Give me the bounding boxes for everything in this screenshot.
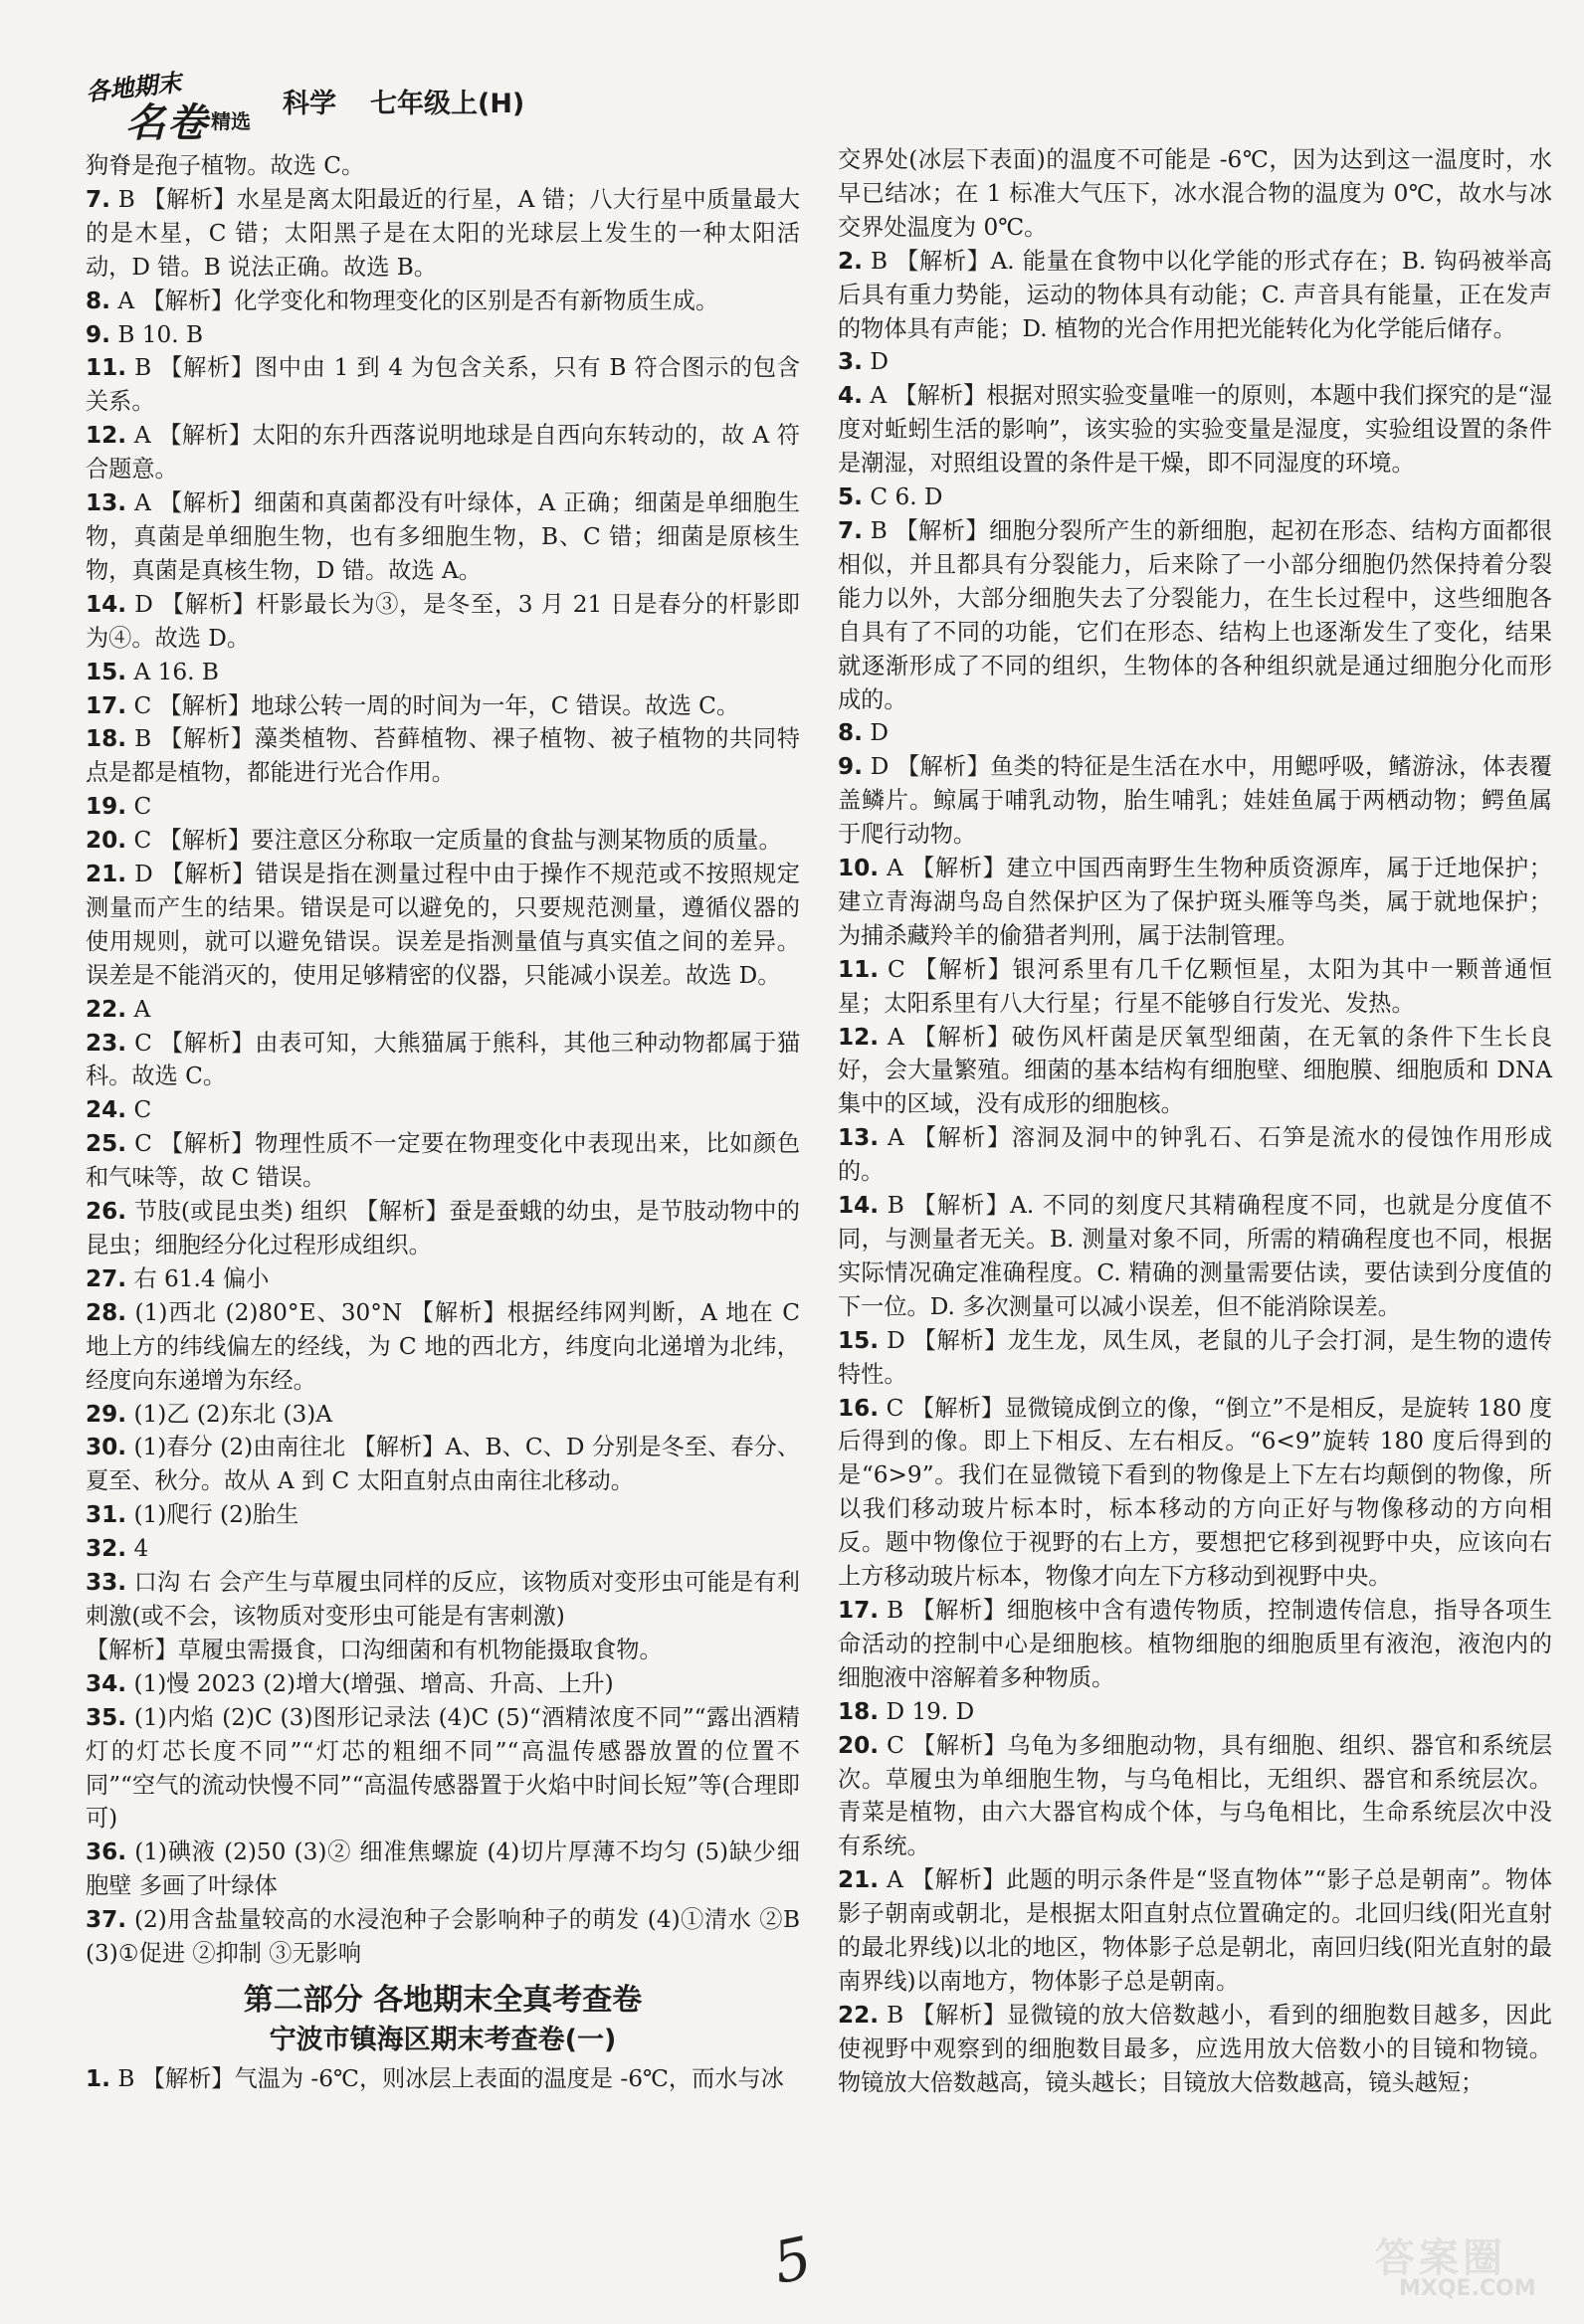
question-number: 20. bbox=[838, 1731, 880, 1759]
answer-item bbox=[86, 656, 800, 689]
answer-item bbox=[86, 1836, 800, 1903]
question-number: 12. bbox=[838, 1023, 880, 1051]
answer-text: (1)碘液 (2)50 (3)② 细准焦螺旋 (4)切片厚薄不均匀 (5)缺少细胞壁 多画了叶绿体 bbox=[86, 1839, 800, 1900]
answer-item bbox=[838, 953, 1552, 1021]
answer-text: B 【解析】A. 不同的刻度尺其精确程度不同，也就是分度值不同，与测量者无关。B. 测量对象不同，所需的精确程度也不同，根据实际情况确定准确程度。C. 精确的测量需要估读，要估读到分度值的下一位。D. 多次测量可以减小误差，但不能消除误差。 bbox=[838, 1192, 1552, 1320]
answer-text: A 【解析】建立中国西南野生生物种质资源库，属于迁地保护；建立青海湖鸟岛自然保护区为了保护斑头雁等鸟类，属于就地保护；为捕杀藏羚羊的偷猎者判刑，属于法制管理。 bbox=[838, 855, 1552, 949]
question-number: 18. bbox=[86, 725, 127, 753]
answer-text: D bbox=[870, 719, 889, 747]
question-number: 25. bbox=[86, 1130, 127, 1158]
question-number: 32. bbox=[86, 1535, 127, 1563]
question-number: 9. bbox=[86, 320, 110, 348]
answer-item bbox=[86, 858, 800, 993]
question-number: 18. bbox=[838, 1697, 880, 1725]
answer-item bbox=[86, 1093, 800, 1127]
question-number: 37. bbox=[86, 1906, 127, 1934]
answer-item bbox=[86, 2062, 800, 2096]
series-logo bbox=[85, 68, 265, 146]
answer-text: B 【解析】细胞核中含有遗传物质，控制遗传信息，指导各项生命活动的控制中心是细胞核。植物细胞的细胞质里有液泡，液泡内的细胞液中溶解着多种物质。 bbox=[838, 1596, 1552, 1691]
answer-text: D 【解析】错误是指在测量过程中由于操作不规范或不按照规定测量而产生的结果。错误是可以避免的，只要规范测量，遵循仪器的使用规则，就可以避免错误。误差是指测量值与真实值之间的差异。误差是不能消灭的，使用足够精密的仪器，只能减小误差。故选 D。 bbox=[86, 861, 800, 989]
answer-item bbox=[86, 588, 800, 656]
answer-item bbox=[838, 716, 1552, 750]
logo-line3: 精选 bbox=[211, 109, 251, 133]
answer-item bbox=[86, 1398, 800, 1432]
answer-text: 交界处(冰层下表面)的温度不可能是 -6℃，因为达到这一温度时，水早已结冰；在 1 标准大气压下，冰水混合物的温度为 0℃，故水与冰交界处温度为 0℃。 bbox=[838, 146, 1552, 241]
answer-item bbox=[86, 285, 800, 318]
answer-item bbox=[86, 1667, 800, 1701]
answer-text: B 10. B bbox=[117, 320, 204, 348]
question-number: 26. bbox=[86, 1198, 127, 1226]
subject-label: 科学 bbox=[283, 88, 336, 119]
answer-item bbox=[86, 486, 800, 588]
question-number: 22. bbox=[86, 995, 127, 1023]
answer-text: 4 bbox=[133, 1535, 149, 1563]
answer-item bbox=[838, 1729, 1552, 1864]
answer-text: A 【解析】细菌和真菌都没有叶绿体，A 正确；细菌是单细胞生物，真菌是单细胞生物，也有多细胞生物，B、C 错；细菌是原核生物，真菌是真核生物，D 错。故选 A。 bbox=[86, 489, 800, 584]
answer-item bbox=[86, 1195, 800, 1262]
answer-text: D 【解析】杆影最长为③，是冬至，3 月 21 日是春分的杆影即为④。故选 D。 bbox=[86, 590, 800, 652]
answer-item bbox=[86, 1498, 800, 1532]
answer-text: A bbox=[133, 995, 151, 1023]
answer-text: C bbox=[133, 1096, 152, 1124]
answer-text: C 6. D bbox=[870, 484, 943, 511]
answer-text: A 【解析】化学变化和物理变化的区别是否有新物质生成。 bbox=[117, 287, 719, 314]
answer-item bbox=[86, 149, 800, 183]
question-number: 20. bbox=[86, 827, 127, 855]
answer-item bbox=[838, 245, 1552, 346]
question-number: 11. bbox=[838, 955, 880, 983]
answer-text: A 【解析】溶洞及洞中的钟乳石、石笋是流水的侵蚀作用形成的。 bbox=[838, 1124, 1552, 1186]
page-header bbox=[85, 66, 525, 146]
question-number: 14. bbox=[86, 590, 127, 618]
question-number: 4. bbox=[838, 382, 863, 410]
question-number: 34. bbox=[86, 1669, 127, 1697]
answer-text: C bbox=[133, 793, 152, 821]
answer-item bbox=[86, 318, 800, 352]
answer-item bbox=[86, 1903, 800, 1971]
question-number: 3. bbox=[838, 348, 863, 376]
question-number: 21. bbox=[838, 1866, 880, 1894]
answer-item bbox=[86, 1431, 800, 1498]
question-number: 13. bbox=[838, 1124, 880, 1152]
answer-text: 节肢(或昆虫类) 组织 【解析】蚕是蚕蛾的幼虫，是节肢动物中的昆虫；细胞经分化过程形成组织。 bbox=[86, 1198, 800, 1259]
answer-text: B 【解析】水星是离太阳最近的行星，A 错；八大行星中质量最大的是木星，C 错；太阳黑子是在太阳的光球层上发生的一种太阳活动，D 错。B 说法正确。故选 B。 bbox=[86, 185, 801, 281]
question-number: 27. bbox=[86, 1264, 127, 1292]
answer-text: 狗脊是孢子植物。故选 C。 bbox=[86, 152, 365, 179]
answer-item bbox=[838, 1695, 1552, 1729]
answer-item bbox=[838, 1392, 1552, 1594]
exam-title: 宁波市镇海区期末考查卷(一) bbox=[269, 2024, 617, 2055]
question-number: 12. bbox=[86, 422, 127, 450]
answer-item bbox=[86, 1634, 800, 1667]
answer-item bbox=[86, 993, 800, 1027]
question-number: 8. bbox=[838, 719, 863, 747]
answer-text: A 【解析】此题的明示条件是“竖直物体”“影子总是朝南”。物体影子朝南或朝北，是根据太阳直射点位置确定的。北回归线(阳光直射的最北界线)以北的地区，物体影子总是朝北，南回归线(阳光直射的最南界线)以南地方，物体影子总是朝南。 bbox=[838, 1866, 1553, 1995]
answer-text: (2)用含盐量较高的水浸泡种子会影响种子的萌发 (4)①清水 ②B (3)①促进 ②抑制 ③无影响 bbox=[86, 1906, 801, 1968]
question-number: 13. bbox=[86, 489, 127, 517]
question-number: 2. bbox=[838, 247, 863, 275]
question-number: 5. bbox=[838, 484, 863, 511]
right-column bbox=[838, 143, 1552, 2100]
answer-text: D bbox=[870, 348, 889, 376]
answer-item bbox=[838, 379, 1552, 481]
question-number: 15. bbox=[86, 658, 127, 685]
question-number: 7. bbox=[838, 516, 863, 544]
answer-item bbox=[838, 750, 1552, 852]
answer-text: C 【解析】要注意区分称取一定质量的食盐与测某物质的质量。 bbox=[133, 827, 782, 855]
question-number: 14. bbox=[838, 1192, 880, 1220]
answer-text: (1)慢 2023 (2)增大(增强、增高、升高、上升) bbox=[133, 1669, 614, 1697]
answer-text: C 【解析】物理性质不一定要在物理变化中表现出来，比如颜色和气味等，故 C 错误。 bbox=[86, 1130, 800, 1192]
answer-text: C 【解析】银河系里有几千亿颗恒星，太阳为其中一颗普通恒星；太阳系里有八大行星；行星不能够自行发光、发热。 bbox=[838, 955, 1552, 1017]
answer-item bbox=[838, 1594, 1552, 1695]
section-title: 第二部分 各地期末全真考查卷 bbox=[243, 1982, 643, 2018]
answer-text: C 【解析】地球公转一周的时间为一年，C 错误。故选 C。 bbox=[133, 691, 740, 719]
watermark-line2: MXQE.COM bbox=[1399, 2276, 1536, 2301]
answer-item bbox=[86, 824, 800, 858]
answer-text: (1)内焰 (2)C (3)图形记录法 (4)C (5)“酒精浓度不同”“露出酒精灯的灯芯长度不同”“灯芯的粗细不同”“高温传感器放置的位置不同”“空气的流动快慢不同”“高温传感器置于火焰中时间长短”等(合理即可) bbox=[86, 1703, 800, 1833]
answer-item bbox=[86, 351, 800, 419]
answer-item bbox=[86, 1262, 800, 1296]
question-number: 36. bbox=[86, 1839, 127, 1866]
answer-text: A 【解析】太阳的东升西落说明地球是自西向东转动的，故 A 符合题意。 bbox=[86, 422, 800, 484]
question-number: 30. bbox=[86, 1434, 127, 1461]
answer-item bbox=[86, 1701, 800, 1837]
answer-item bbox=[838, 345, 1552, 379]
answer-text: (1)西北 (2)80°E、30°N 【解析】根据经纬网判断，A 地在 C 地上方的纬线偏左的经线，为 C 地的西北方，纬度向北递增为北纬，经度向东递增为东经。 bbox=[86, 1298, 800, 1394]
answer-text: D 【解析】鱼类的特征是生活在水中，用鳃呼吸，鳍游泳，体表覆盖鳞片。鲸属于哺乳动物，胎生哺乳；娃娃鱼属于两栖动物；鳄鱼属于爬行动物。 bbox=[838, 753, 1552, 849]
answer-text: B 【解析】图中由 1 到 4 为包含关系，只有 B 符合图示的包含关系。 bbox=[86, 354, 800, 416]
answer-item bbox=[86, 1127, 800, 1195]
answer-text: 右 61.4 偏小 bbox=[133, 1264, 270, 1292]
question-number: 23. bbox=[86, 1029, 127, 1057]
answer-item bbox=[86, 183, 800, 285]
logo-line1: 各地期末 bbox=[85, 69, 183, 106]
question-number: 10. bbox=[838, 855, 880, 882]
question-number: 31. bbox=[86, 1501, 127, 1529]
watermark-line1: 答案圈 bbox=[1375, 2235, 1506, 2281]
answer-text: B 【解析】细胞分裂所产生的新细胞，起初在形态、结构方面都很相似，并且都具有分裂能力，后来除了一小部分细胞仍然保持着分裂能力以外，大部分细胞失去了分裂能力，在生长过程中，这些细胞各自具有了不同的功能，它们在形态、结构上也逐渐发生了变化，结果就逐渐形成了不同的组织，生物体的各种组织就是通过细胞分化而形成的。 bbox=[838, 516, 1552, 713]
answer-item bbox=[86, 1027, 800, 1094]
logo-line2: 名卷 bbox=[125, 100, 209, 146]
question-number: 7. bbox=[86, 185, 110, 213]
answer-text: A 16. B bbox=[133, 658, 219, 685]
watermark-logo bbox=[1371, 2225, 1560, 2310]
question-number: 11. bbox=[86, 354, 127, 382]
answer-text: B 【解析】气温为 -6℃，则冰层上表面的温度是 -6℃，而水与冰 bbox=[117, 2064, 784, 2092]
answer-text: C 【解析】由表可知，大熊猫属于熊科，其他三种动物都属于猫科。故选 C。 bbox=[86, 1029, 800, 1090]
answer-item bbox=[86, 1566, 800, 1634]
answer-item bbox=[838, 1863, 1552, 1999]
answer-text: C 【解析】乌龟为多细胞动物，具有细胞、组织、器官和系统层次。草履虫为单细胞生物，与乌龟相比，无组织、器官和系统层次。青菜是植物，由六大器官构成个体，与乌龟相比，生命系统层次中没有系统。 bbox=[838, 1731, 1552, 1860]
question-number: 28. bbox=[86, 1298, 127, 1326]
answer-item bbox=[86, 1532, 800, 1566]
answer-item bbox=[838, 1324, 1552, 1392]
question-number: 16. bbox=[838, 1394, 880, 1422]
answer-text: 口沟 右 会产生与草履虫同样的反应，该物质对变形虫可能是有利刺激(或不会，该物质对变形虫可能是有害刺激) bbox=[86, 1569, 800, 1630]
answer-item bbox=[838, 852, 1552, 953]
question-number: 33. bbox=[86, 1569, 127, 1597]
answer-item bbox=[838, 481, 1552, 514]
question-number: 17. bbox=[838, 1596, 880, 1624]
answer-text: (1)爬行 (2)胎生 bbox=[133, 1501, 299, 1529]
question-number: 8. bbox=[86, 287, 110, 314]
answer-item bbox=[86, 689, 800, 723]
answer-item bbox=[86, 722, 800, 790]
question-number: 1. bbox=[86, 2064, 110, 2092]
answer-text: A 【解析】根据对照实验变量唯一的原则，本题中我们探究的是“湿度对蚯蚓生活的影响”，该实验的实验变量是湿度，实验组设置的条件是潮湿，对照组设置的条件是干燥，即不同湿度的环境。 bbox=[838, 382, 1552, 478]
question-number: 29. bbox=[86, 1400, 127, 1428]
page-number: 5 bbox=[767, 2223, 818, 2298]
answer-text: B 【解析】显微镜的放大倍数越小，看到的细胞数目越多，因此使视野中观察到的细胞数目最多，应选用放大倍数小的目镜和物镜。物镜放大倍数越高，镜头越长；目镜放大倍数越高，镜头越短； bbox=[838, 2001, 1552, 2096]
question-number: 19. bbox=[86, 793, 127, 821]
answer-text: D 【解析】龙生龙，凤生凤，老鼠的儿子会打洞，是生物的遗传特性。 bbox=[838, 1326, 1552, 1388]
answer-item bbox=[86, 790, 800, 824]
answer-item bbox=[86, 419, 800, 486]
question-number: 24. bbox=[86, 1096, 127, 1124]
question-number: 15. bbox=[838, 1326, 880, 1354]
answer-item bbox=[838, 514, 1552, 716]
answer-text: 【解析】草履虫需摄食，口沟细菌和有机物能摄取食物。 bbox=[86, 1636, 663, 1663]
left-column bbox=[86, 149, 800, 2096]
answer-text: D 19. D bbox=[886, 1697, 975, 1725]
answer-item bbox=[838, 1121, 1552, 1189]
answer-item bbox=[86, 1296, 800, 1398]
question-number: 17. bbox=[86, 691, 127, 719]
answer-item bbox=[838, 1999, 1552, 2100]
answer-text: (1)春分 (2)由南往北 【解析】A、B、C、D 分别是冬至、春分、夏至、秋分。故从 A 到 C 太阳直射点由南往北移动。 bbox=[86, 1434, 800, 1495]
grade-label: 七年级上(H) bbox=[370, 88, 525, 119]
answer-text: (1)乙 (2)东北 (3)A bbox=[133, 1400, 333, 1428]
question-number: 22. bbox=[838, 2001, 880, 2029]
question-number: 21. bbox=[86, 861, 127, 888]
answer-item bbox=[838, 1021, 1552, 1122]
answer-text: C 【解析】显微镜成倒立的像，“倒立”不是相反，是旋转 180 度后得到的像。即上下相反、左右相反。“6<9”旋转 180 度后得到的是“6>9”。我们在显微镜下看到的物像是上下左右均颠倒的物像，所以我们移动玻片标本时，标本移动的方向正好与物像移动的方向相反。题中物像位于视野的右上方，要想把它移到视野中央，应该向右上方移动玻片标本，物像才向左下方移动到视野中央。 bbox=[838, 1394, 1552, 1591]
answer-text: A 【解析】破伤风杆菌是厌氧型细菌，在无氧的条件下生长良好，会大量繁殖。细菌的基本结构有细胞壁、细胞膜、细胞质和 DNA 集中的区域，没有成形的细胞核。 bbox=[838, 1023, 1552, 1118]
answer-text: B 【解析】A. 能量在食物中以化学能的形式存在；B. 钩码被举高后具有重力势能，运动的物体具有动能；C. 声音具有能量，正在发声的物体具有声能；D. 植物的光合作用把光能转化为化学能后储存。 bbox=[838, 247, 1552, 342]
answer-text: B 【解析】藻类植物、苔藓植物、裸子植物、被子植物的共同特点是都是植物，都能进行光合作用。 bbox=[86, 725, 800, 787]
answer-item bbox=[838, 1189, 1552, 1324]
question-number: 35. bbox=[86, 1703, 127, 1731]
answer-item bbox=[838, 143, 1552, 245]
question-number: 9. bbox=[838, 753, 863, 781]
